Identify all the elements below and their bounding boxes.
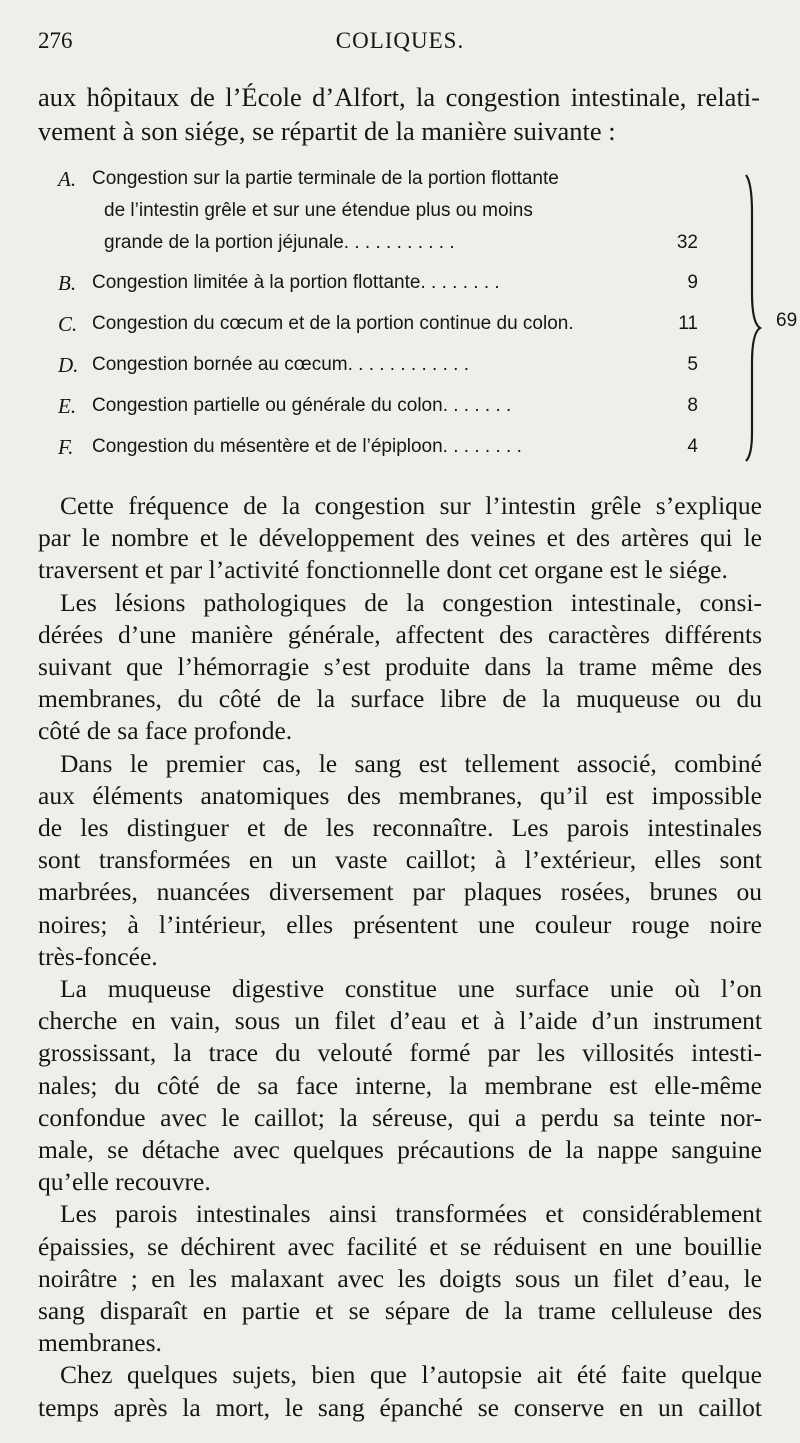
row-text-line: Congestion sur la partie terminale de la portion flottante (92, 168, 559, 189)
paragraph (38, 490, 762, 587)
text-line: vement à son siége, se répartit de la manière suivante : (38, 116, 616, 146)
text-line: grossissant, la trace du velouté formé par les villosités intesti- (38, 1038, 762, 1068)
row-text (92, 163, 559, 259)
brace-total: 69 (776, 310, 798, 331)
text-line: La muqueuse digestive constitue une surface unie où l’on (60, 974, 762, 1004)
row-value: 5 (687, 354, 698, 375)
text-line: qu’elle recouvre. (38, 1167, 211, 1197)
body-text (38, 490, 762, 1424)
text-line: de les distinguer et de les reconnaître. Les parois intestinales (38, 813, 762, 843)
text-line: temps après la mort, le sang épanché se conserve en un caillot (38, 1392, 762, 1422)
row-text: Congestion du mésentère et de l’épiploon. . . . . . . . (92, 436, 522, 457)
row-value: 4 (687, 436, 698, 457)
text-line: très-foncée. (38, 941, 158, 971)
row-text-line: de l’intestin grêle et sur une étendue plus ou moins (104, 200, 533, 221)
text-line: confondue avec le caillot; la séreuse, qui a perdu sa teinte nor- (38, 1102, 762, 1132)
running-head (38, 28, 762, 64)
row-value: 8 (687, 395, 698, 416)
intro-paragraph (38, 80, 760, 148)
text-line: Dans le premier cas, le sang est tellement associé, combiné (60, 748, 762, 778)
text-line: par le nombre et le développement des veines et des artères qui le (38, 523, 762, 553)
text-line: Les parois intestinales ainsi transformées et considérablement (60, 1199, 762, 1229)
paragraph (38, 1359, 762, 1423)
text-line: male, se détache avec quelques précautions de la nappe sanguine (38, 1135, 762, 1165)
row-text: Congestion bornée au cœcum. . . . . . . . . . . . (92, 354, 469, 375)
text-line: Les lésions pathologiques de la congestion intestinale, consi- (60, 587, 762, 617)
text-line: cherche en vain, sous un filet d’eau et à l’aide d’un instrument (38, 1006, 762, 1036)
text-line: marbrées, nuancées diversement par plaques rosées, brunes ou (38, 877, 762, 907)
row-letter: C. (58, 312, 78, 336)
text-line: membranes. (38, 1328, 162, 1358)
paragraph (38, 587, 762, 748)
right-brace-icon (744, 173, 768, 463)
text-line: membranes, du côté de la surface libre de la muqueuse ou du (38, 684, 762, 714)
text-line: Chez quelques sujets, bien que l’autopsie ait été faite quelque (60, 1360, 762, 1390)
row-letter: B. (58, 271, 77, 295)
row-letter: E. (58, 394, 77, 418)
page-number: 276 (38, 28, 73, 53)
paragraph (38, 973, 762, 1198)
row-text: Congestion limitée à la portion flottante. . . . . . . . (92, 272, 500, 293)
row-value: 9 (687, 272, 698, 293)
row-letter: D. (58, 353, 79, 377)
text-line: côté de sa face profonde. (38, 716, 293, 746)
row-text: Congestion partielle ou générale du colon. . . . . . . (92, 395, 512, 416)
row-value: 11 (678, 313, 698, 334)
text-line: sang disparaît en partie et se sépare de la trame celluleuse des (38, 1296, 762, 1326)
text-line: noirâtre ; en les malaxant avec les doigts sous un filet d’eau, le (38, 1263, 762, 1293)
text-line: traversent et par l’activité fonctionnelle dont cet organe est le siége. (38, 555, 728, 585)
text-line: sont transformées en un vaste caillot; à l’extérieur, elles sont (38, 845, 762, 875)
paragraph (38, 748, 762, 973)
text-line: noires; à l’intérieur, elles présentent une couleur rouge noire (38, 909, 762, 939)
row-text: Congestion du cœcum et de la portion continue du colon. (92, 313, 574, 334)
row-value: 32 (676, 232, 698, 253)
text-line: nales; du côté de sa face interne, la membrane est elle-même (38, 1070, 762, 1100)
text-line: dérées d’une manière générale, affectent des caractères différents (38, 619, 762, 649)
text-line: aux hôpitaux de l’École d’Alfort, la congestion intestinale, relati- (38, 82, 760, 112)
running-title: COLIQUES. (335, 28, 465, 53)
text-line: aux éléments anatomiques des membranes, qu’il est impossible (38, 780, 762, 810)
row-letter: F. (58, 435, 74, 459)
paragraph (38, 1198, 762, 1359)
text-line: Cette fréquence de la congestion sur l’intestin grêle s’explique (60, 491, 762, 520)
text-line: épaissies, se déchirent avec facilité et se réduisent en une bouillie (38, 1231, 762, 1261)
text-line: suivant que l’hémorragie s’est produite dans la trame même des (38, 652, 762, 682)
row-text-line: grande de la portion jéjunale. . . . . . . . . . . (104, 232, 455, 253)
row-letter: A. (58, 167, 77, 191)
